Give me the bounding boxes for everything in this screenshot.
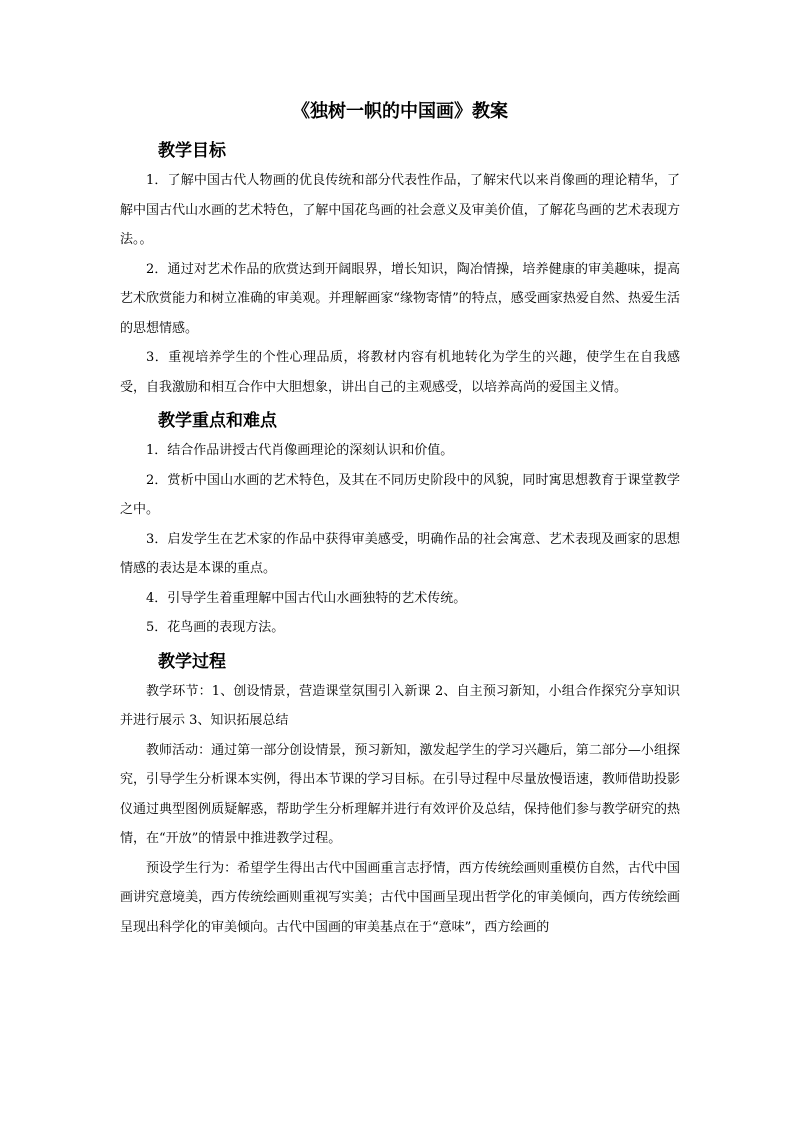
paragraph: 3．启发学生在艺术家的作品中获得审美感受，明确作品的社会寓意、艺术表现及画家的思想情感的表达是本课的重点。 — [120, 531, 680, 576]
paragraph: 预设学生行为：希望学生得出古代中国画重言志抒情，西方传统绘画则重模仿自然，古代中国画讲究意境美，西方传统绘画则重视写实美；古代中国画呈现出哲学化的审美倾向，西方传统绘画呈现出科学化的审美倾向。古代中国画的审美基点在于“意味”，西方绘画的 — [120, 860, 680, 935]
section-key-points — [120, 406, 680, 643]
paragraph: 4．引导学生着重理解中国古代山水画独特的艺术传统。 — [146, 590, 467, 606]
section-heading: 教学重点和难点 — [158, 411, 277, 431]
document-page — [120, 98, 680, 942]
section-heading: 教学过程 — [158, 651, 226, 672]
paragraph: 2．通过对艺术作品的欣赏达到开阔眼界，增长知识，陶冶情操，培养健康的审美趣味，提高艺术欣赏能力和树立准确的审美观。并理解画家“缘物寄情”的特点，感受画家热爱自然、热爱生活的思想情感。 — [120, 261, 680, 336]
section-heading: 教学目标 — [158, 141, 226, 161]
paragraph: 1．结合作品讲授古代肖像画理论的深刻认识和价值。 — [146, 443, 454, 458]
paragraph: 5．花鸟画的表现方法。 — [146, 620, 285, 635]
section-teaching-goals — [120, 136, 680, 402]
document-title: 《独树一帜的中国画》教案 — [292, 101, 508, 122]
paragraph: 2．赏析中国山水画的艺术特色，及其在不同历史阶段中的风貌，同时寓思想教育于课堂教学之中。 — [120, 472, 680, 517]
paragraph: 3．重视培养学生的个性心理品质，将教材内容有机地转化为学生的兴趣，使学生在自我感受，自我激励和相互合作中大胆想象，讲出自己的主观感受，以培养高尚的爱国主义情。 — [120, 350, 680, 395]
paragraph: 1．了解中国古代人物画的优良传统和部分代表性作品，了解宋代以来肖像画的理论精华，了解中国古代山水画的艺术特色，了解中国花鸟画的社会意义及审美价值，了解花鸟画的艺术表现方法。。 — [120, 173, 680, 247]
section-teaching-process — [120, 647, 680, 943]
paragraph: 教师活动：通过第一部分创设情景，预习新知，激发起学生的学习兴趣后，第二部分—小组探究，引导学生分析课本实例，得出本节课的学习目标。在引导过程中尽量放慢语速，教师借助投影仪通过典型图例质疑解惑，帮助学生分析理解并进行有效评价及总结，保持他们参与教学研究的热情，在“开放”的情景中推进教学过程。 — [120, 742, 680, 846]
paragraph: 教学环节：1、创设情景，营造课堂氛围引入新课 2、自主预习新知，小组合作探究分享知识并进行展示 3、知识拓展总结 — [120, 683, 680, 728]
